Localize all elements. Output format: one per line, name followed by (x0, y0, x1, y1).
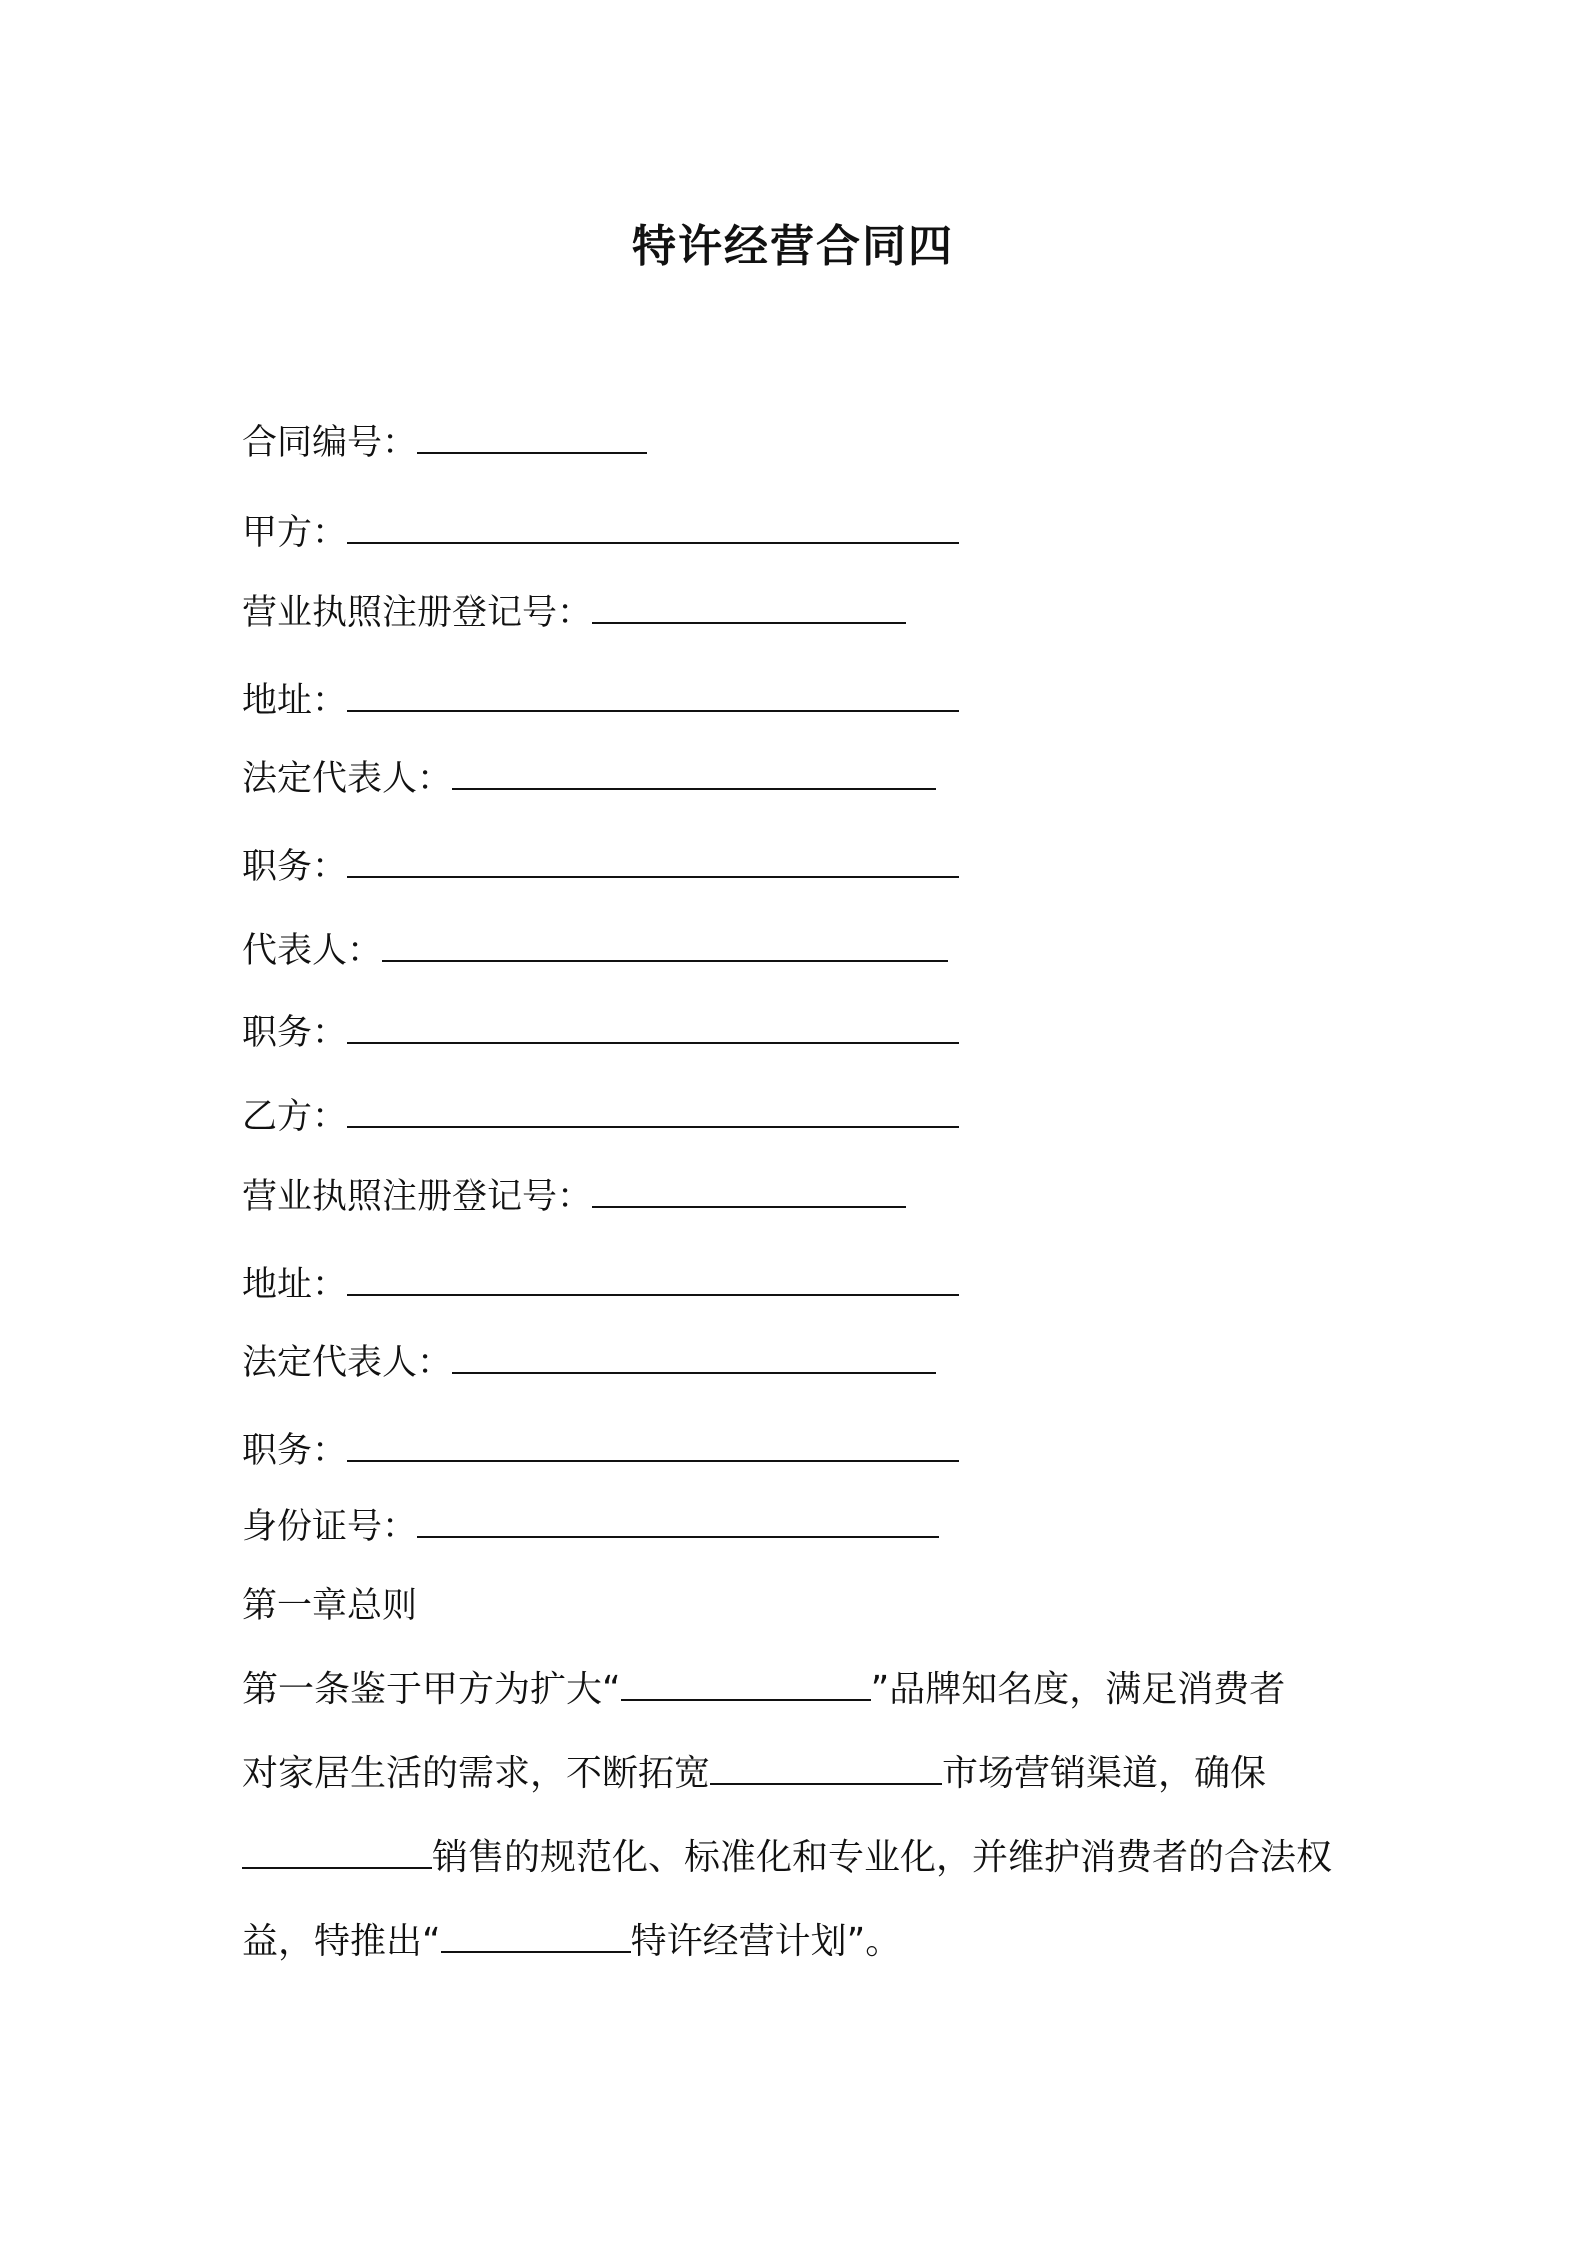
legal-rep-b-label: 法定代表人： (242, 1343, 453, 1383)
address-b-label: 地址： (242, 1265, 348, 1305)
legal-rep-b-field (242, 1336, 936, 1385)
id-number-b-blank[interactable] (417, 1500, 939, 1538)
contract-number-blank[interactable] (417, 416, 647, 454)
article-1-text-1: 第一条鉴于甲方为扩大“ (242, 1669, 621, 1710)
legal-rep-a-field (242, 752, 936, 801)
position-b-label: 职务： (242, 1431, 348, 1471)
party-a-label: 甲方： (242, 513, 348, 553)
position-a1-field (242, 840, 959, 889)
position-a2-label: 职务： (242, 1013, 348, 1053)
address-a-field (242, 674, 959, 723)
article-1-text-2: ”品牌知名度，满足消费者 (870, 1669, 1286, 1710)
article-1-text-7: 特许经营计划”。 (630, 1921, 902, 1962)
license-no-a-blank[interactable] (592, 586, 906, 624)
address-a-label: 地址： (242, 681, 348, 721)
chapter-heading: 第一章总则 (242, 1586, 418, 1626)
position-a1-blank[interactable] (347, 840, 959, 878)
representative-a-label: 代表人： (242, 931, 383, 971)
legal-rep-a-blank[interactable] (452, 752, 936, 790)
id-number-b-field (242, 1500, 939, 1549)
party-b-label: 乙方： (242, 1097, 348, 1137)
article-1-line-3 (242, 1816, 1354, 1900)
party-b-blank[interactable] (347, 1090, 959, 1128)
document-title: 特许经营合同四 (632, 221, 954, 272)
address-b-field (242, 1258, 959, 1307)
article-1-line-4 (242, 1900, 1354, 1984)
article-1-text-6: 益，特推出“ (242, 1921, 441, 1962)
article-1-text-4: 市场营销渠道，确保 (942, 1753, 1267, 1794)
representative-a-field (242, 924, 948, 973)
article-1-text-5: 销售的规范化、标准化和专业化，并维护消费者的合法权 (432, 1837, 1333, 1878)
license-no-a-label: 营业执照注册登记号： (242, 593, 593, 633)
license-no-b-field (242, 1170, 906, 1219)
id-number-b-label: 身份证号： (242, 1507, 418, 1547)
position-a2-blank[interactable] (347, 1006, 959, 1044)
article-1 (242, 1648, 1354, 1984)
product-blank[interactable] (242, 1833, 432, 1869)
party-a-field (242, 506, 959, 555)
contract-number-field (242, 416, 647, 465)
legal-rep-a-label: 法定代表人： (242, 759, 453, 799)
license-no-a-field (242, 586, 906, 635)
representative-a-blank[interactable] (382, 924, 948, 962)
plan-name-blank[interactable] (441, 1917, 631, 1953)
position-a2-field (242, 1006, 959, 1055)
position-a1-label: 职务： (242, 847, 348, 887)
license-no-b-blank[interactable] (592, 1170, 906, 1208)
article-1-line-1 (242, 1648, 1354, 1732)
market-blank[interactable] (710, 1749, 942, 1785)
position-b-field (242, 1424, 959, 1473)
legal-rep-b-blank[interactable] (452, 1336, 936, 1374)
address-b-blank[interactable] (347, 1258, 959, 1296)
position-b-blank[interactable] (347, 1424, 959, 1462)
article-1-text-3: 对家居生活的需求，不断拓宽 (242, 1753, 711, 1794)
article-1-line-2 (242, 1732, 1354, 1816)
brand-name-blank[interactable] (621, 1665, 871, 1701)
address-a-blank[interactable] (347, 674, 959, 712)
license-no-b-label: 营业执照注册登记号： (242, 1177, 593, 1217)
party-a-blank[interactable] (347, 506, 959, 544)
contract-number-label: 合同编号： (242, 423, 418, 463)
party-b-field (242, 1090, 959, 1139)
